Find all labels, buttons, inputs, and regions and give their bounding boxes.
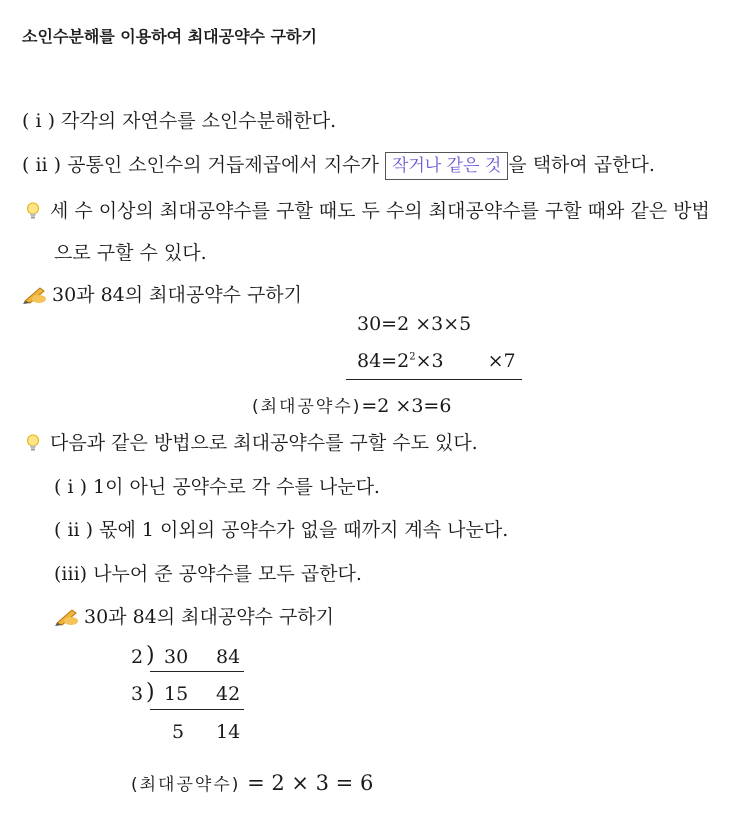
ladder-a3: 5 [172, 721, 185, 743]
ladder-divisor-2: 3 [131, 683, 144, 705]
highlight-box: 작거나 같은 것 [385, 152, 508, 180]
method-step-2-mark: ( ii ) [54, 519, 94, 541]
example-2-heading-text: 30과 84의 최대공약수 구하기 [84, 606, 335, 628]
method-step-2 [54, 515, 508, 542]
method-step-3 [54, 559, 362, 586]
gcd-result-1 [252, 392, 451, 417]
method-step-1 [54, 472, 380, 499]
ladder-b1: 84 [216, 646, 241, 668]
ladder-line-2 [150, 709, 244, 710]
example-1-heading [22, 280, 302, 307]
method-step-1-mark: ( i ) [54, 476, 87, 498]
ladder-bracket-2: ) [146, 680, 155, 705]
method-step-3-text: 나누어 준 공약수를 모두 곱한다. [93, 563, 362, 585]
factorization-84-mid: ×3 [415, 350, 444, 372]
method-step-3-mark: (iii) [54, 563, 88, 585]
tip-2-text: 다음과 같은 방법으로 최대공약수를 구할 수도 있다. [50, 432, 478, 454]
ladder-b2: 42 [216, 683, 241, 705]
step-2-text-after: 을 택하여 곱한다. [508, 154, 655, 176]
method-step-1-text: 1이 아닌 공약수로 각 수를 나눈다. [93, 476, 380, 498]
factorization-30: 30=2 ×3×5 [357, 313, 472, 335]
ladder-line-1 [150, 671, 244, 672]
page-title: 소인수분해를 이용하여 최대공약수 구하기 [22, 27, 317, 46]
method-step-2-text: 몫에 1 이외의 공약수가 없을 때까지 계속 나눈다. [99, 519, 509, 541]
tip-1-line-1: 세 수 이상의 최대공약수를 구할 때도 두 수의 최대공약수를 구할 때와 같은 방법 [50, 200, 710, 222]
step-2 [22, 150, 655, 180]
step-1 [22, 106, 336, 133]
factorization-84-end: ×7 [487, 350, 516, 372]
example-1-heading-text: 30과 84의 최대공약수 구하기 [52, 284, 303, 306]
factorization-84-exponent: 2 [409, 351, 416, 363]
factorization-84 [357, 350, 516, 372]
tip-1 [26, 196, 710, 223]
ladder-a1: 30 [164, 646, 189, 668]
lightbulb-icon [26, 202, 40, 220]
gcd-result-1-label: (최대공약수) [252, 397, 362, 417]
lightbulb-icon [26, 434, 40, 452]
gcd-result-2-label: (최대공약수) [131, 775, 241, 795]
writing-hand-icon [22, 285, 48, 305]
ladder-b3: 14 [216, 721, 241, 743]
gcd-result-2 [131, 770, 373, 795]
ladder-divisor-1: 2 [131, 646, 144, 668]
step-1-mark: ( i ) [22, 110, 55, 132]
gcd-result-1-value: =2 ×3=6 [361, 395, 452, 417]
tip-2 [26, 428, 478, 455]
gcd-result-2-value: = 2 × 3 = 6 [247, 771, 374, 795]
step-1-text: 각각의 자연수를 소인수분해한다. [61, 110, 337, 132]
factorization-84-base: 84=2 [357, 350, 410, 372]
factorization-divider [346, 379, 522, 380]
example-2-heading [54, 602, 334, 629]
ladder-bracket-1: ) [146, 643, 155, 668]
ladder-a2: 15 [164, 683, 189, 705]
step-2-mark: ( ii ) [22, 154, 62, 176]
writing-hand-icon [54, 607, 80, 627]
tip-1-line-2: 으로 구할 수 있다. [54, 242, 207, 264]
step-2-text-before: 공통인 소인수의 거듭제곱에서 지수가 [67, 154, 379, 176]
